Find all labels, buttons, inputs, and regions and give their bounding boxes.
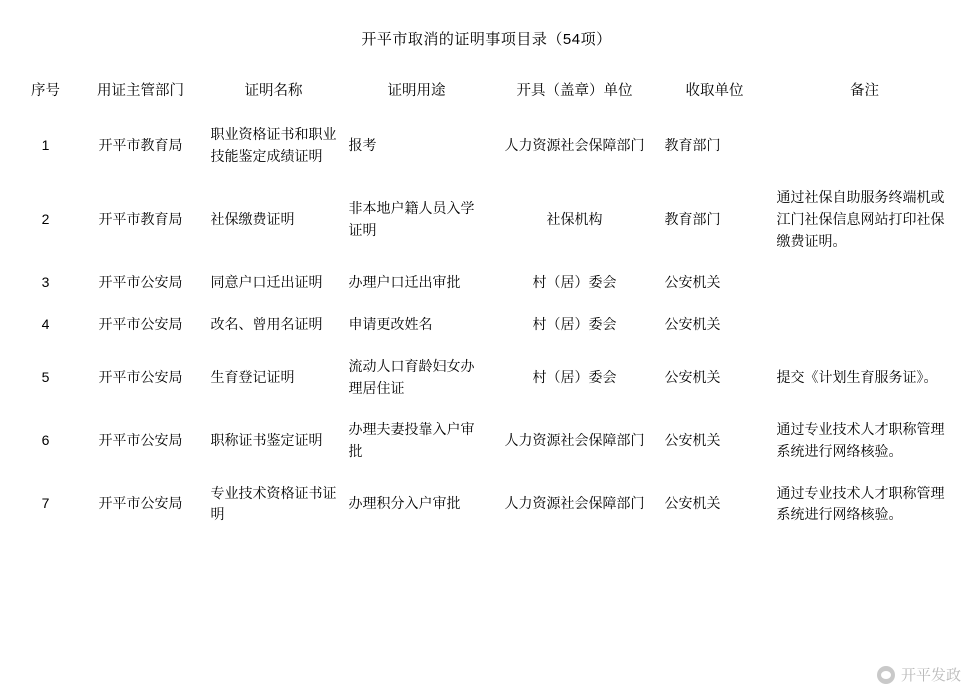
column-header-dept: 用证主管部门 bbox=[97, 83, 184, 99]
cell-name: 社保缴费证明 bbox=[210, 211, 295, 228]
cell-seq: 6 bbox=[41, 432, 50, 449]
cell-issuer: 人力资源社会保障部门 bbox=[504, 495, 645, 512]
column-header-remark: 备注 bbox=[850, 83, 879, 99]
cell-dept: 开平市公安局 bbox=[98, 432, 183, 449]
cell-use: 办理夫妻投靠入户审批 bbox=[348, 421, 475, 459]
table-row bbox=[15, 346, 959, 409]
cell-receiver: 公安机关 bbox=[664, 274, 721, 291]
cell-name: 职业资格证书和职业技能鉴定成绩证明 bbox=[210, 126, 337, 164]
cell-use: 办理户口迁出审批 bbox=[348, 274, 461, 291]
cell-use: 流动人口育龄妇女办理居住证 bbox=[348, 357, 475, 396]
cell-seq: 5 bbox=[41, 368, 50, 385]
cell-name: 改名、曾用名证明 bbox=[210, 316, 323, 333]
column-header-receiver: 收取单位 bbox=[685, 83, 744, 99]
cell-dept: 开平市公安局 bbox=[98, 495, 183, 512]
cell-receiver: 公安机关 bbox=[664, 432, 721, 449]
table-row bbox=[15, 262, 959, 304]
cell-name: 同意户口迁出证明 bbox=[210, 274, 323, 291]
cell-use: 非本地户籍人员入学证明 bbox=[348, 200, 475, 238]
table-row bbox=[15, 304, 959, 346]
cell-name: 专业技术资格证书证明 bbox=[210, 484, 337, 523]
column-header-name: 证明名称 bbox=[244, 83, 303, 99]
column-header-issuer: 开具（盖章）单位 bbox=[516, 83, 633, 99]
table-row bbox=[15, 177, 959, 262]
cell-dept: 开平市教育局 bbox=[98, 211, 183, 228]
cell-remark: 通过专业技术人才职称管理系统进行网络核验。 bbox=[776, 421, 945, 459]
cell-issuer: 村（居）委会 bbox=[532, 316, 617, 333]
cell-issuer: 村（居）委会 bbox=[532, 274, 617, 291]
cell-use: 办理积分入户审批 bbox=[348, 495, 461, 512]
cell-remark bbox=[771, 304, 959, 346]
column-header-use: 证明用途 bbox=[387, 83, 446, 99]
column-header-seq: 序号 bbox=[31, 83, 60, 99]
cell-remark: 通过专业技术人才职称管理系统进行网络核验。 bbox=[776, 484, 945, 523]
cell-remark: 提交《计划生育服务证》。 bbox=[776, 368, 938, 385]
weibo-icon bbox=[877, 666, 895, 684]
cell-dept: 开平市公安局 bbox=[98, 316, 183, 333]
cell-use: 申请更改姓名 bbox=[348, 316, 433, 333]
cell-receiver: 教育部门 bbox=[664, 211, 721, 228]
cell-remark bbox=[771, 262, 959, 304]
table-row bbox=[15, 409, 959, 472]
cell-receiver: 公安机关 bbox=[664, 368, 721, 385]
cell-receiver: 教育部门 bbox=[664, 136, 721, 153]
cell-receiver: 公安机关 bbox=[664, 495, 721, 512]
cell-dept: 开平市公安局 bbox=[98, 274, 183, 291]
cell-name: 职称证书鉴定证明 bbox=[210, 432, 323, 449]
table-row bbox=[15, 114, 959, 177]
cell-issuer: 人力资源社会保障部门 bbox=[504, 136, 645, 153]
cell-dept: 开平市教育局 bbox=[98, 136, 183, 153]
cell-seq: 1 bbox=[41, 136, 50, 153]
cell-use: 报考 bbox=[348, 136, 377, 153]
table-row bbox=[15, 473, 959, 536]
cell-remark: 通过社保自助服务终端机或江门社保信息网站打印社保缴费证明。 bbox=[776, 189, 945, 249]
cell-remark bbox=[771, 114, 959, 177]
cell-seq: 3 bbox=[41, 274, 50, 291]
cell-issuer: 社保机构 bbox=[546, 211, 603, 228]
watermark bbox=[877, 664, 961, 685]
table-header-row bbox=[15, 71, 959, 114]
page-title: 开平市取消的证明事项目录（54项） bbox=[361, 31, 612, 48]
cell-receiver: 公安机关 bbox=[664, 316, 721, 333]
cell-seq: 7 bbox=[41, 495, 50, 512]
cell-seq: 2 bbox=[41, 211, 50, 228]
cell-issuer: 人力资源社会保障部门 bbox=[504, 432, 645, 449]
certificate-table bbox=[15, 71, 959, 536]
cell-issuer: 村（居）委会 bbox=[532, 368, 617, 385]
cell-seq: 4 bbox=[41, 316, 50, 333]
watermark-label: 开平发政 bbox=[900, 667, 961, 684]
cell-name: 生育登记证明 bbox=[210, 368, 295, 385]
cell-dept: 开平市公安局 bbox=[98, 368, 183, 385]
